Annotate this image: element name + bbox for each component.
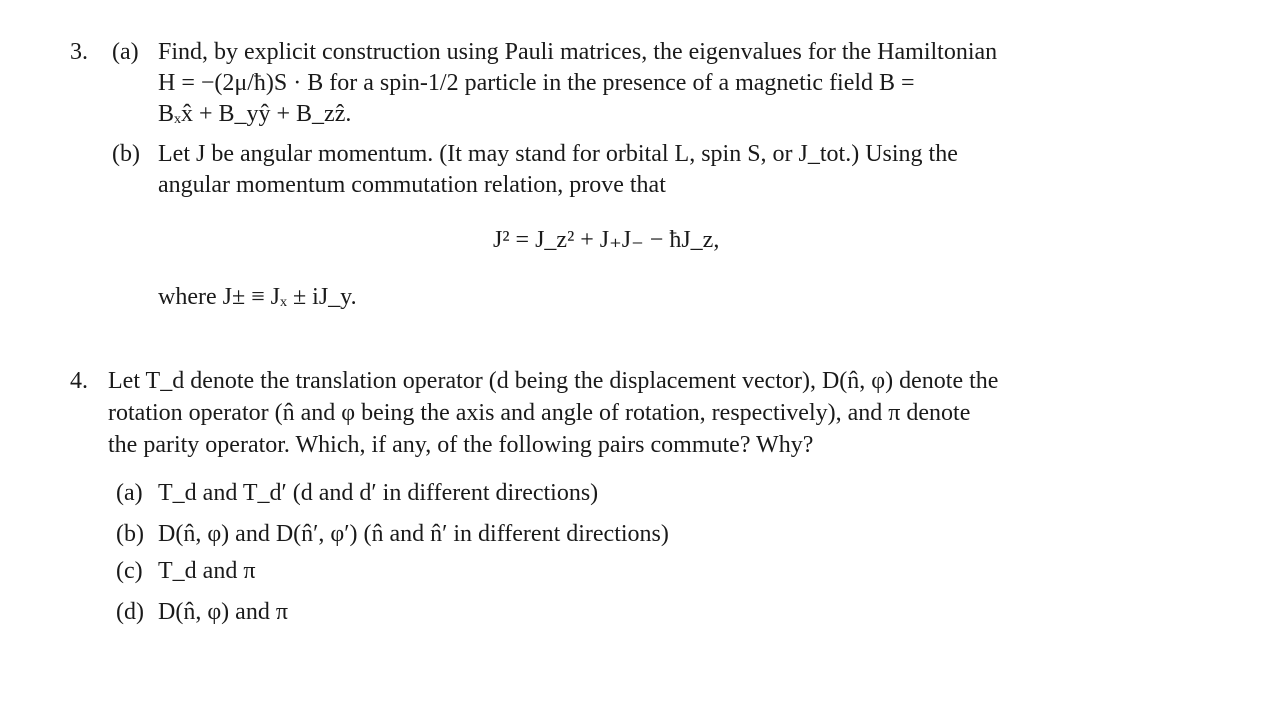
problem-4a-label: (a) xyxy=(116,480,143,506)
problem-4b-label: (b) xyxy=(116,521,144,547)
problem-4b-text: D(n̂, φ) and D(n̂′, φ′) (n̂ and n̂′ in different directions) xyxy=(158,521,669,547)
problem-3b-line-1: Let J be angular momentum. (It may stand for orbital L, spin S, or J_tot.) Using the xyxy=(158,141,958,167)
problem-4d-text: D(n̂, φ) and π xyxy=(158,599,288,625)
problem-3a-label: (a) xyxy=(112,39,139,65)
problem-3b-label: (b) xyxy=(112,141,140,167)
problem-4-line-1: Let T_d denote the translation operator (d being the displacement vector), D(n̂, φ) denote the xyxy=(108,368,999,394)
problem-3a-line-1: Find, by explicit construction using Pauli matrices, the eigenvalues for the Hamiltonian xyxy=(158,39,998,65)
problem-4d-label: (d) xyxy=(116,599,144,625)
problem-4-line-3: the parity operator. Which, if any, of the following pairs commute? Why? xyxy=(108,432,814,458)
problem-4a-text: T_d and T_d′ (d and d′ in different directions) xyxy=(158,480,599,506)
problem-3a-line-3: Bₓx̂ + B_yŷ + B_zẑ. xyxy=(158,101,352,127)
problem-4c-label: (c) xyxy=(116,558,143,584)
problem-3b-where: where J± ≡ Jₓ ± iJ_y. xyxy=(158,284,357,310)
problem-4-line-2: rotation operator (n̂ and φ being the axis and angle of rotation, respectively), and π denote xyxy=(108,400,971,426)
problem-4c-text: T_d and π xyxy=(158,558,256,584)
problem-3b-equation: J² = J_z² + J₊J₋ − ħJ_z, xyxy=(493,227,720,253)
problem-3b-line-2: angular momentum commutation relation, prove that xyxy=(158,172,666,198)
problem-3a-line-2: H = −(2μ/ħ)S · B for a spin-1/2 particle in the presence of a magnetic field B = xyxy=(158,70,915,96)
problem-3-number: 3. xyxy=(70,39,88,65)
problem-4-number: 4. xyxy=(70,368,88,394)
